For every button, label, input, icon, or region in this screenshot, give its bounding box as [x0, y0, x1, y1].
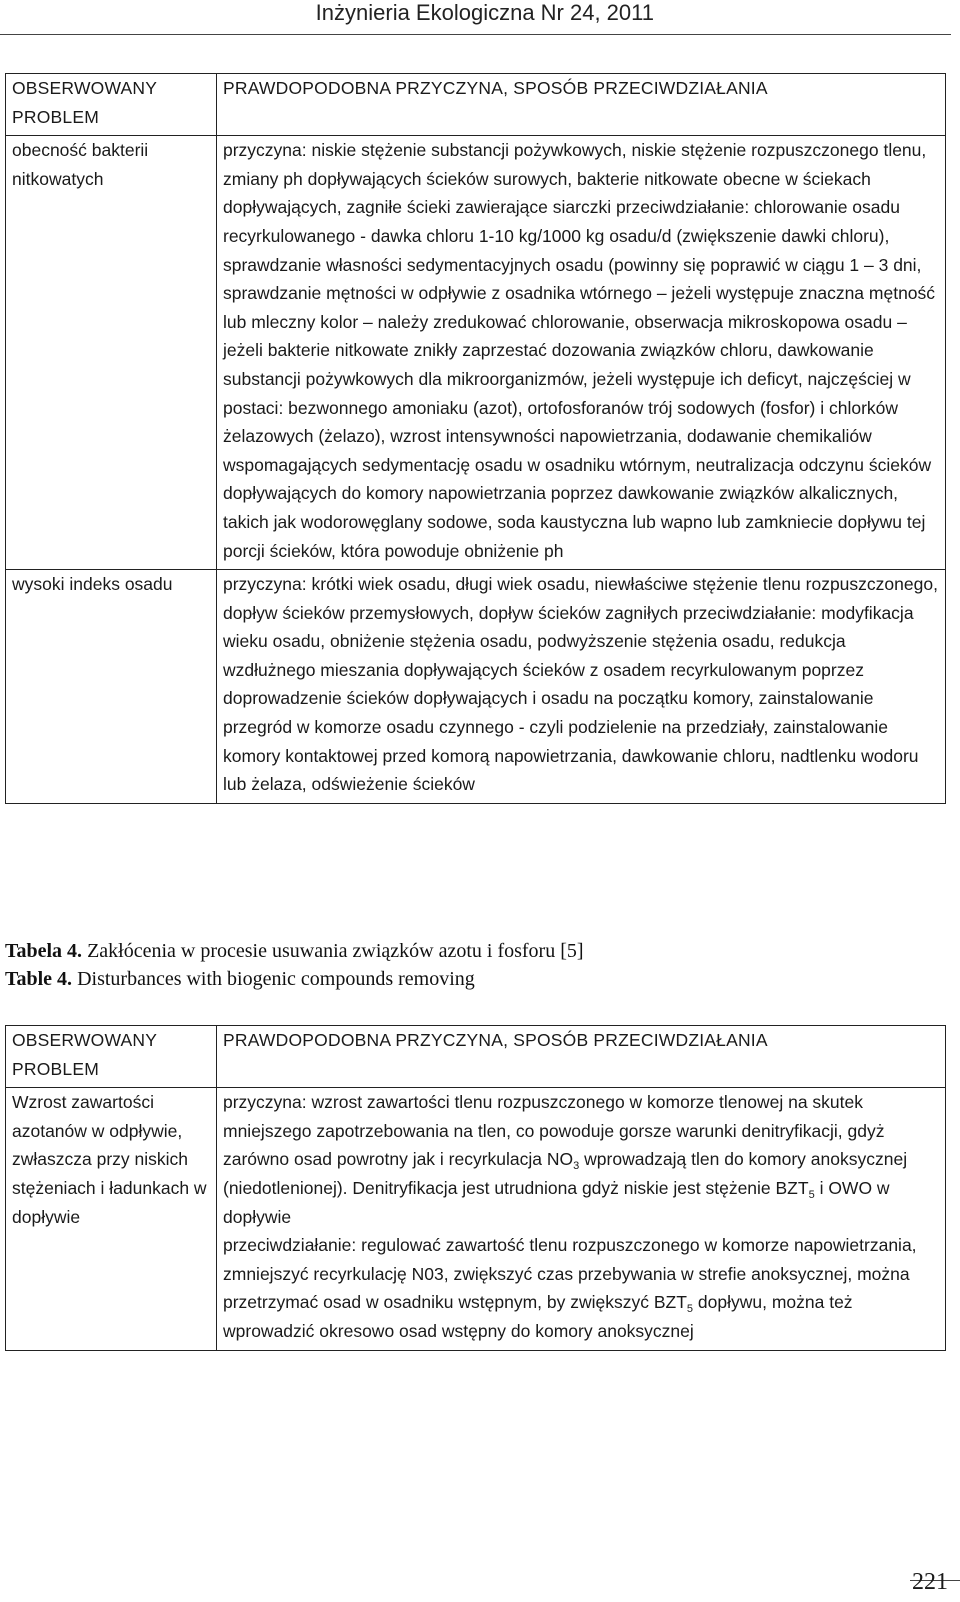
table-row [6, 136, 946, 570]
row-cause-text: przyczyna: niskie stężenie substancji pożywkowych, niskie stężenie rozpuszczonego tlenu, zmiany ph dopływających ścieków surowych, bakterie nitkowate obecne w ściekach dopływających, zagniłe ścieki zawierające siarczki przeciwdziałanie: chlorowanie osadu recyrkulowanego - dawka chloru 1-10 kg/1000 kg osadu/d (zwiększenie dawki chloru), sprawdzanie własności sedymentacyjnych osadu (powinny się poprawić w ciągu 1 – 3 dni, sprawdzanie mętności w odpływie z osadnika wtórnego – jeżeli występuje znaczna mętność lub mleczny kolor – należy zredukować chlorowanie, obserwacja mikroskopowa osadu – jeżeli bakterie nitkowate znikły zaprzestać dozowania związków chloru, dawkowanie substancji pożywkowych dla mikroorganizmów, jeżeli występuje ich deficyt, najczęściej w postaci: bezwonnego amoniaku (azot), ortofosforanów trój sodowych (fosfor) i chlorków żelazowych (żelazo), wzrost intensywności napowietrzania, dodawanie chemikaliów wspomagających sedymentację osadu w osadniku wtórnym, neutralizacja odczynu ścieków dopływających do komory napowietrzania poprzez dawkowanie związków alkalicznych, takich jak wodorowęglany sodowe, soda kaustyczna lub wapno lub zamkniecie dopływu tej porcji ścieków, która powoduje obniżenie ph [217, 136, 946, 570]
journal-header [0, 0, 951, 35]
countermeasure-text-part: dopływu, można też wprowadzić okresowo osad wstępny do komory anoksycznej [223, 1292, 853, 1341]
countermeasure-text: przeciwdziałanie: regulować zawartość tlenu rozpuszczonego w komorze napowietrzania, zmniejszyć recyrkulację N03, zwiększyć czas przebywania w strefie anoksycznej, można przetrzymać osad w osadniku wstępnym, by zwiększyć BZT [223, 1235, 917, 1313]
table-header-row [6, 74, 946, 136]
table-nitrogen-removal [5, 1025, 946, 1351]
caption-pl [5, 938, 584, 964]
row-problem: wysoki indeks osadu [6, 570, 217, 804]
table-row [6, 570, 946, 804]
header-problem: OBSERWOWANY PROBLEM [6, 74, 217, 136]
cause-text-part: wprowadzają tlen do komory anoksycznej (niedotlenionej). Denitryfikacja jest utrudniona gdyż niskie jest stężenie BZT [223, 1149, 908, 1198]
page-number: 221 [912, 1569, 948, 1595]
caption-pl-text: Zakłócenia w procesie usuwania związków azotu i fosforu [5] [87, 940, 584, 962]
subscript: 5 [686, 1303, 694, 1316]
row-problem: Wzrost zawartości azotanów w odpływie, zwłaszcza przy niskich stężeniach i ładunkach w dopływie [6, 1088, 217, 1350]
row-cause-text: przyczyna: krótki wiek osadu, długi wiek osadu, niewłaściwe stężenie tlenu rozpuszczonego, dopływ ścieków przemysłowych, dopływ ścieków zagniłych przeciwdziałanie: modyfikacja wieku osadu, obniżenie stężenia osadu, podwyższenie stężenia osadu, redukcja wzdłużnego mieszania dopływających ścieków z osadem recyrkulowanym poprzez doprowadzenie ścieków dopływających i osadu na początku komory, zainstalowanie przegród w komorze osadu czynnego - czyli podzielenie na przedziały, zainstalowanie komory kontaktowej przed komorą napowietrzania, dawkowanie chloru, nadtlenku wodoru lub żelaza, odświeżenie ścieków [217, 570, 946, 804]
caption-en-text: Disturbances with biogenic compounds removing [77, 968, 475, 990]
cause-text-part: przyczyna: wzrost zawartości tlenu rozpuszczonego w komorze tlenowej na skutek mniejszego zapotrzebowania na tlen, co powoduje gorsze warunki denitryfikacji, gdyż zarówno osad powrotny jak i recyrkulacja NO [223, 1092, 885, 1170]
subscript: 3 [573, 1160, 580, 1173]
caption-pl-label: Tabela 4. [5, 940, 83, 962]
table-row [6, 1088, 946, 1350]
row-cause-text [217, 1088, 946, 1350]
journal-title: Inżynieria Ekologiczna Nr 24, 2011 [315, 0, 654, 25]
caption-en [5, 966, 475, 992]
table-filamentous-bacteria [5, 73, 946, 804]
header-cause: PRAWDOPODOBNA PRZYCZYNA, SPOSÓB PRZECIWDZIAŁANIA [217, 74, 946, 136]
header-cause: PRAWDOPODOBNA PRZYCZYNA, SPOSÓB PRZECIWDZIAŁANIA [217, 1026, 946, 1088]
cause-text-part: i OWO w dopływie [223, 1177, 890, 1227]
row-problem: obecność bakterii nitkowatych [6, 136, 217, 570]
caption-en-label: Table 4. [5, 968, 73, 990]
subscript: 5 [808, 1188, 815, 1201]
table-header-row [6, 1026, 946, 1088]
header-problem: OBSERWOWANY PROBLEM [6, 1026, 217, 1088]
